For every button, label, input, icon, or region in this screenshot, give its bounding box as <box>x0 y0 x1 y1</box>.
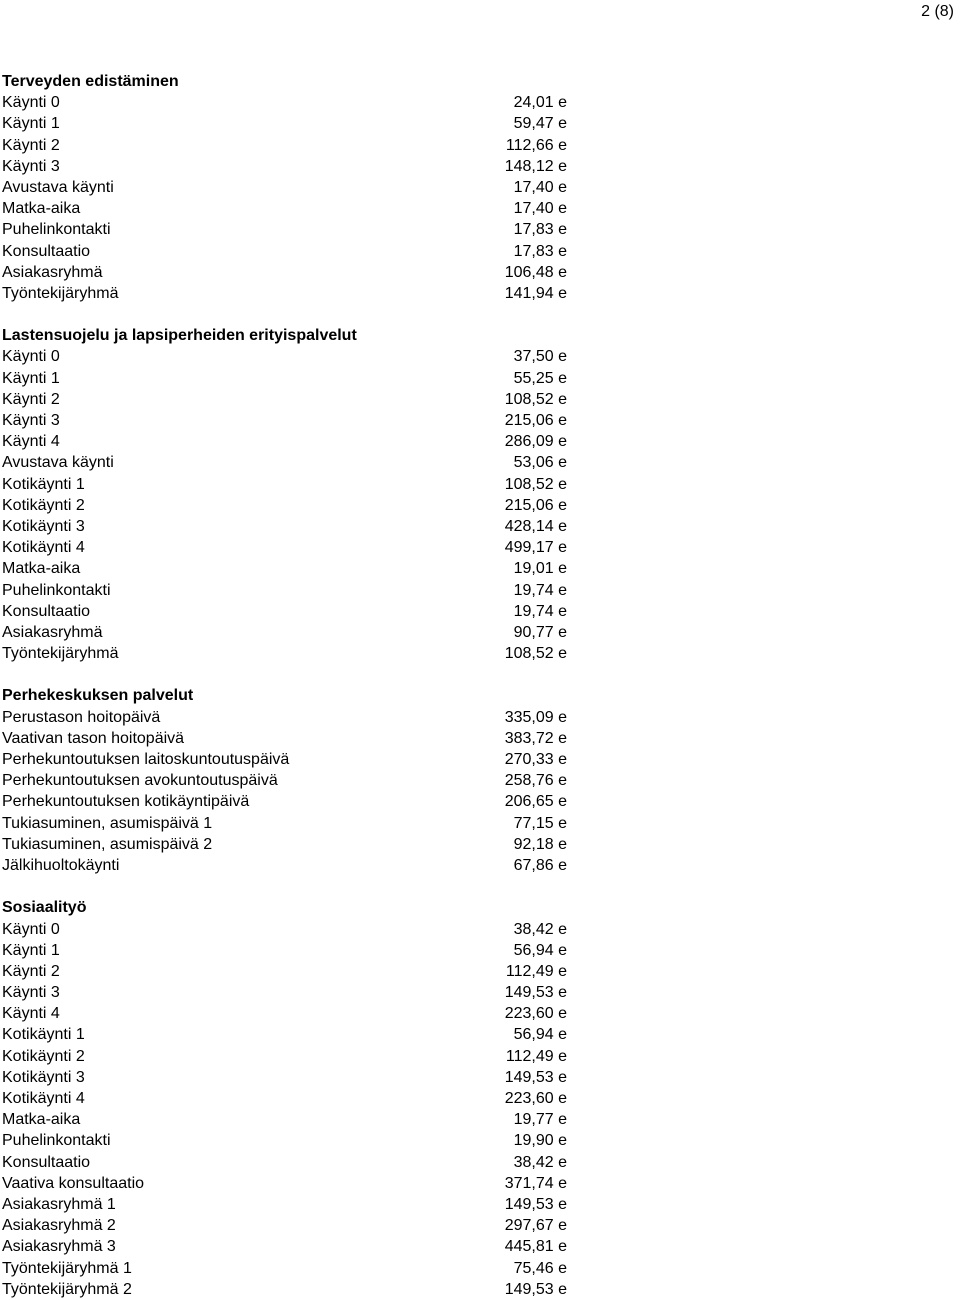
price-section <box>2 71 582 304</box>
price-value: 67,86 e <box>513 856 567 874</box>
price-row <box>2 198 582 219</box>
price-row <box>2 1003 582 1024</box>
service-label: Käynti 0 <box>2 94 60 112</box>
price-row <box>2 1024 582 1045</box>
price-value: 59,47 e <box>513 115 567 133</box>
service-label: Työntekijäryhmä <box>2 645 119 663</box>
price-row <box>2 855 582 876</box>
price-value: 24,01 e <box>513 94 567 112</box>
price-row <box>2 516 582 537</box>
service-label: Käynti 2 <box>2 136 60 154</box>
section-title: Sosiaalityö <box>2 899 87 917</box>
service-label: Käynti 2 <box>2 390 60 408</box>
price-row <box>2 770 582 791</box>
service-label: Avustava käynti <box>2 454 114 472</box>
service-label: Jälkihuoltokäynti <box>2 856 120 874</box>
price-value: 17,40 e <box>513 178 567 196</box>
service-label: Asiakasryhmä 1 <box>2 1195 116 1213</box>
service-label: Käynti 0 <box>2 348 60 366</box>
service-label: Matka-aika <box>2 1111 81 1129</box>
price-row <box>2 707 582 728</box>
service-label: Konsultaatio <box>2 602 91 620</box>
price-row <box>2 1046 582 1067</box>
price-row <box>2 1279 582 1300</box>
section-spacer <box>2 664 582 685</box>
price-value: 335,09 e <box>504 708 567 726</box>
section-spacer <box>2 876 582 897</box>
service-label: Matka-aika <box>2 560 81 578</box>
price-list <box>2 71 582 1300</box>
price-row <box>2 410 582 431</box>
service-label: Kotikäynti 3 <box>2 1068 85 1086</box>
price-section <box>2 325 582 664</box>
service-label: Asiakasryhmä <box>2 623 103 641</box>
price-row <box>2 1258 582 1279</box>
service-label: Käynti 4 <box>2 433 60 451</box>
price-row <box>2 177 582 198</box>
price-value: 38,42 e <box>513 1153 567 1171</box>
price-row <box>2 558 582 579</box>
price-value: 19,74 e <box>513 581 567 599</box>
price-value: 383,72 e <box>504 729 567 747</box>
price-value: 112,49 e <box>505 962 567 980</box>
price-section <box>2 685 582 876</box>
price-value: 55,25 e <box>513 369 567 387</box>
price-value: 149,53 e <box>504 984 567 1002</box>
price-row <box>2 135 582 156</box>
price-value: 112,49 e <box>505 1047 567 1065</box>
price-row <box>2 1109 582 1130</box>
service-label: Asiakasryhmä 2 <box>2 1217 116 1235</box>
price-value: 499,17 e <box>504 539 567 557</box>
price-row <box>2 834 582 855</box>
service-label: Käynti 2 <box>2 962 60 980</box>
price-row <box>2 1152 582 1173</box>
price-value: 37,50 e <box>513 348 567 366</box>
price-value: 445,81 e <box>504 1238 567 1256</box>
service-label: Tukiasuminen, asumispäivä 2 <box>2 835 213 853</box>
service-label: Puhelinkontakti <box>2 581 111 599</box>
price-value: 17,83 e <box>513 221 567 239</box>
service-label: Konsultaatio <box>2 1153 91 1171</box>
price-value: 223,60 e <box>504 1005 567 1023</box>
price-row <box>2 156 582 177</box>
price-value: 258,76 e <box>504 772 567 790</box>
price-row <box>2 601 582 622</box>
price-row <box>2 495 582 516</box>
price-value: 149,53 e <box>504 1280 567 1298</box>
service-label: Perhekuntoutuksen laitoskuntoutuspäivä <box>2 751 290 768</box>
service-label: Työntekijäryhmä 2 <box>2 1280 132 1298</box>
price-row <box>2 728 582 749</box>
price-row <box>2 431 582 452</box>
price-value: 19,74 e <box>513 602 567 620</box>
price-value: 149,53 e <box>504 1068 567 1086</box>
price-row <box>2 791 582 812</box>
price-value: 56,94 e <box>513 1026 567 1044</box>
price-row <box>2 919 582 940</box>
price-row <box>2 452 582 473</box>
service-label: Puhelinkontakti <box>2 221 111 239</box>
price-value: 108,52 e <box>504 645 567 663</box>
service-label: Asiakasryhmä <box>2 263 103 281</box>
price-value: 112,66 e <box>505 136 567 154</box>
service-label: Tukiasuminen, asumispäivä 1 <box>2 814 213 832</box>
price-value: 53,06 e <box>513 454 567 472</box>
service-label: Avustava käynti <box>2 178 114 196</box>
price-row <box>2 92 582 113</box>
price-value: 215,06 e <box>504 412 567 429</box>
section-spacer <box>2 304 582 325</box>
service-label: Konsultaatio <box>2 242 91 260</box>
price-row <box>2 262 582 283</box>
service-label: Kotikäynti 2 <box>2 496 85 514</box>
service-label: Käynti 3 <box>2 412 60 429</box>
service-label: Asiakasryhmä 3 <box>2 1238 116 1256</box>
service-label: Käynti 1 <box>2 941 60 959</box>
price-row <box>2 580 582 601</box>
price-value: 297,67 e <box>504 1217 567 1235</box>
service-label: Käynti 4 <box>2 1005 60 1023</box>
price-value: 19,90 e <box>513 1132 567 1150</box>
service-label: Matka-aika <box>2 200 81 218</box>
price-value: 108,52 e <box>504 475 567 493</box>
price-row <box>2 241 582 262</box>
price-row <box>2 283 582 304</box>
price-row <box>2 1215 582 1236</box>
price-value: 149,53 e <box>504 1195 567 1213</box>
service-label: Kotikäynti 3 <box>2 517 85 535</box>
price-value: 223,60 e <box>504 1090 567 1107</box>
price-value: 108,52 e <box>504 390 567 408</box>
service-label: Kotikäynti 1 <box>2 1026 85 1044</box>
price-row <box>2 1173 582 1194</box>
section-title: Terveyden edistäminen <box>2 73 179 90</box>
price-row <box>2 219 582 240</box>
price-row <box>2 1236 582 1257</box>
price-value: 215,06 e <box>504 496 567 514</box>
price-value: 286,09 e <box>504 433 567 451</box>
price-value: 106,48 e <box>504 263 567 281</box>
price-value: 141,94 e <box>504 284 567 302</box>
service-label: Käynti 0 <box>2 920 60 938</box>
price-row <box>2 1088 582 1109</box>
price-value: 38,42 e <box>513 920 567 938</box>
price-row <box>2 813 582 834</box>
price-row <box>2 1130 582 1151</box>
service-label: Käynti 1 <box>2 369 60 387</box>
service-label: Käynti 3 <box>2 157 60 175</box>
service-label: Kotikäynti 4 <box>2 1090 85 1107</box>
price-value: 90,77 e <box>513 623 567 641</box>
price-value: 17,83 e <box>513 242 567 260</box>
price-row <box>2 749 582 770</box>
price-row <box>2 622 582 643</box>
price-row <box>2 982 582 1003</box>
service-label: Perhekuntoutuksen kotikäyntipäivä <box>2 793 250 811</box>
section-title: Perhekeskuksen palvelut <box>2 687 194 705</box>
price-row <box>2 1194 582 1215</box>
price-value: 371,74 e <box>504 1174 567 1192</box>
price-row <box>2 389 582 410</box>
price-value: 19,01 e <box>513 560 567 578</box>
service-label: Työntekijäryhmä <box>2 284 119 302</box>
price-row <box>2 346 582 367</box>
section-title: Lastensuojelu ja lapsiperheiden erityispalvelut <box>2 327 357 345</box>
service-label: Vaativa konsultaatio <box>2 1174 145 1192</box>
service-label: Vaativan tason hoitopäivä <box>2 729 185 747</box>
price-value: 17,40 e <box>513 200 567 218</box>
price-value: 92,18 e <box>513 835 567 853</box>
price-value: 148,12 e <box>504 157 567 175</box>
service-label: Käynti 1 <box>2 115 60 133</box>
price-value: 77,15 e <box>513 814 567 832</box>
service-label: Kotikäynti 4 <box>2 539 85 557</box>
price-value: 428,14 e <box>504 517 567 535</box>
price-value: 206,65 e <box>504 793 567 811</box>
price-value: 56,94 e <box>513 941 567 959</box>
service-label: Puhelinkontakti <box>2 1132 111 1150</box>
price-value: 270,33 e <box>504 751 567 768</box>
service-label: Kotikäynti 1 <box>2 475 85 493</box>
price-section <box>2 897 582 1300</box>
price-row <box>2 961 582 982</box>
price-row <box>2 113 582 134</box>
price-row <box>2 643 582 664</box>
service-label: Työntekijäryhmä 1 <box>2 1259 132 1277</box>
price-row <box>2 940 582 961</box>
price-value: 75,46 e <box>513 1259 567 1277</box>
price-value: 19,77 e <box>513 1111 567 1129</box>
price-row <box>2 474 582 495</box>
price-row <box>2 1067 582 1088</box>
price-row <box>2 537 582 558</box>
service-label: Perustason hoitopäivä <box>2 708 161 726</box>
service-label: Perhekuntoutuksen avokuntoutuspäivä <box>2 772 278 790</box>
service-label: Käynti 3 <box>2 984 60 1002</box>
price-row <box>2 368 582 389</box>
page-number: 2 (8) <box>921 3 954 20</box>
service-label: Kotikäynti 2 <box>2 1047 85 1065</box>
